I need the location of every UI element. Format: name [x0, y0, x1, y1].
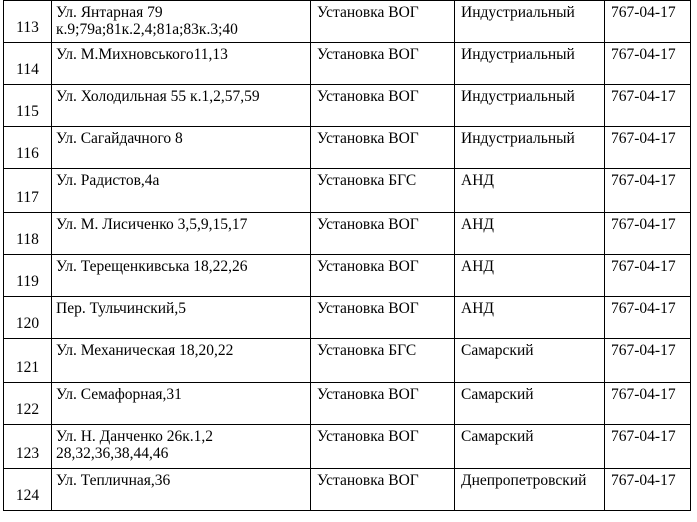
row-number: 113 [4, 1, 52, 43]
table-row [4, 425, 691, 469]
row-number: 116 [4, 127, 52, 169]
district-cell: АНД [455, 169, 605, 213]
table-row [4, 255, 691, 297]
district-cell: Самарский [455, 425, 605, 469]
address-cell: Ул. Холодильная 55 к.1,2,57,59 [52, 85, 311, 127]
address-cell: Ул. М.Михновського11,13 [52, 43, 311, 85]
table-row [4, 469, 691, 511]
address-cell: Ул. Сагайдачного 8 [52, 127, 311, 169]
table-row [4, 339, 691, 383]
row-number: 124 [4, 469, 52, 511]
installation-type-cell: Установка ВОГ [311, 383, 455, 425]
district-cell: Индустриальный [455, 1, 605, 43]
district-cell: АНД [455, 255, 605, 297]
district-cell: Индустриальный [455, 43, 605, 85]
address-cell: Ул. Н. Данченко 26к.1,2 28,32,36,38,44,46 [52, 425, 311, 469]
row-number: 120 [4, 297, 52, 339]
row-number: 114 [4, 43, 52, 85]
installation-type-cell: Установка ВОГ [311, 469, 455, 511]
table-row [4, 43, 691, 85]
code-cell: 767-04-17 [605, 85, 691, 127]
district-cell: АНД [455, 297, 605, 339]
table-row [4, 85, 691, 127]
table-row [4, 169, 691, 213]
code-cell: 767-04-17 [605, 255, 691, 297]
code-cell: 767-04-17 [605, 127, 691, 169]
row-number: 123 [4, 425, 52, 469]
installation-type-cell: Установка БГС [311, 169, 455, 213]
row-number: 118 [4, 213, 52, 255]
code-cell: 767-04-17 [605, 425, 691, 469]
address-cell: Ул. Механическая 18,20,22 [52, 339, 311, 383]
address-cell: Ул. Терещенкивська 18,22,26 [52, 255, 311, 297]
code-cell: 767-04-17 [605, 339, 691, 383]
district-cell: Индустриальный [455, 127, 605, 169]
address-cell: Пер. Тульчинский,5 [52, 297, 311, 339]
district-cell: АНД [455, 213, 605, 255]
code-cell: 767-04-17 [605, 383, 691, 425]
address-table-body [4, 1, 691, 511]
code-cell: 767-04-17 [605, 213, 691, 255]
code-cell: 767-04-17 [605, 297, 691, 339]
table-row [4, 127, 691, 169]
district-cell: Самарский [455, 339, 605, 383]
code-cell: 767-04-17 [605, 169, 691, 213]
row-number: 122 [4, 383, 52, 425]
row-number: 115 [4, 85, 52, 127]
address-table [3, 0, 691, 511]
installation-type-cell: Установка ВОГ [311, 1, 455, 43]
row-number: 117 [4, 169, 52, 213]
installation-type-cell: Установка ВОГ [311, 255, 455, 297]
row-number: 121 [4, 339, 52, 383]
code-cell: 767-04-17 [605, 43, 691, 85]
table-row [4, 383, 691, 425]
address-cell: Ул. Радистов,4а [52, 169, 311, 213]
address-cell: Ул. Семафорная,31 [52, 383, 311, 425]
address-cell: Ул. Янтарная 79 к.9;79а;81к.2,4;81а;83к.3;40 [52, 1, 311, 43]
row-number: 119 [4, 255, 52, 297]
table-row [4, 213, 691, 255]
code-cell: 767-04-17 [605, 1, 691, 43]
installation-type-cell: Установка БГС [311, 339, 455, 383]
installation-type-cell: Установка ВОГ [311, 297, 455, 339]
installation-type-cell: Установка ВОГ [311, 43, 455, 85]
district-cell: Индустриальный [455, 85, 605, 127]
installation-type-cell: Установка ВОГ [311, 213, 455, 255]
address-cell: Ул. М. Лисиченко 3,5,9,15,17 [52, 213, 311, 255]
installation-type-cell: Установка ВОГ [311, 127, 455, 169]
table-row [4, 1, 691, 43]
table-row [4, 297, 691, 339]
district-cell: Самарский [455, 383, 605, 425]
installation-type-cell: Установка ВОГ [311, 425, 455, 469]
installation-type-cell: Установка ВОГ [311, 85, 455, 127]
address-table-container [3, 0, 691, 511]
address-cell: Ул. Тепличная,36 [52, 469, 311, 511]
district-cell: Днепропетровский [455, 469, 605, 511]
code-cell: 767-04-17 [605, 469, 691, 511]
